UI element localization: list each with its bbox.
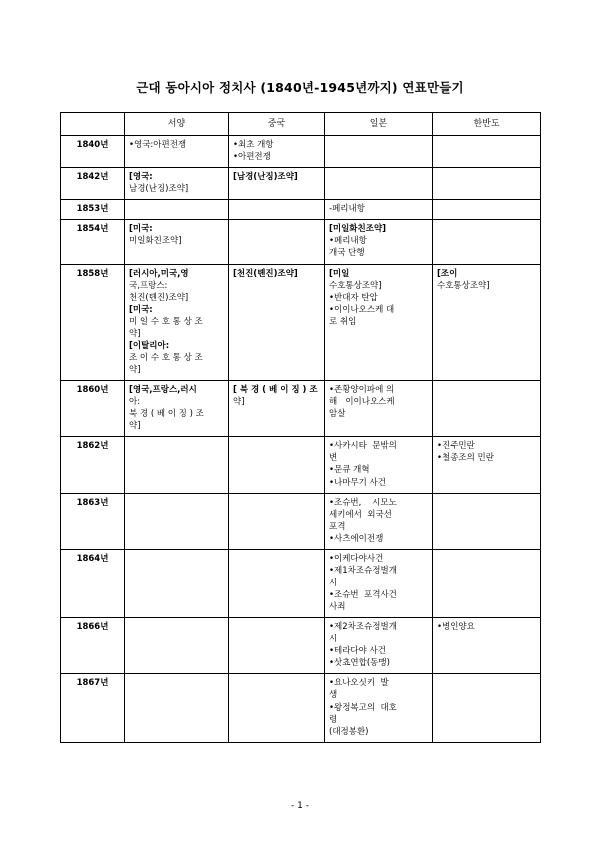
- cell-text: [329, 621, 428, 669]
- cell-line: [천진(톈진)조약]: [233, 268, 298, 279]
- table-row: [61, 674, 541, 742]
- cell-line: 아:: [129, 397, 141, 408]
- timeline-table: [60, 112, 541, 743]
- cell-line: 암살: [329, 409, 346, 420]
- cell-korea: [433, 493, 541, 549]
- cell-text: [329, 268, 428, 328]
- column-header-korea: 한반도: [433, 113, 541, 136]
- cell-text: [329, 223, 428, 259]
- cell-text: [329, 677, 428, 737]
- column-header-china: 중국: [229, 113, 325, 136]
- cell-line: •왕정복고의 대호: [329, 702, 397, 713]
- cell-line: 해 이이나오스케: [329, 397, 395, 408]
- cell-korea: [433, 200, 541, 220]
- column-header-japan: 일본: [325, 113, 433, 136]
- cell-line: 세키에서 외국선: [329, 509, 392, 520]
- cell-china: [229, 168, 325, 200]
- cell-text: [233, 384, 320, 408]
- cell-line: 약]: [129, 421, 141, 432]
- cell-year: 1854년: [61, 220, 125, 264]
- cell-line: 약]: [233, 397, 245, 408]
- cell-line: 시: [329, 577, 338, 588]
- cell-text: [233, 268, 320, 280]
- cell-korea: [433, 618, 541, 674]
- cell-china: [229, 674, 325, 742]
- cell-text: [129, 171, 224, 195]
- cell-west: [125, 674, 229, 742]
- cell-japan: [325, 264, 433, 381]
- cell-west: [125, 168, 229, 200]
- cell-west: [125, 220, 229, 264]
- cell-china: [229, 136, 325, 168]
- table-row: [61, 549, 541, 617]
- cell-line: [영국:: [129, 172, 153, 183]
- cell-line: [러시아,미국,영: [129, 268, 189, 279]
- cell-line: •사츠에이전쟁: [329, 533, 384, 544]
- table-row: [61, 618, 541, 674]
- cell-line: [미일화친조약]: [329, 224, 387, 235]
- cell-japan: [325, 168, 433, 200]
- cell-year: 1840년: [61, 136, 125, 168]
- cell-line: 약]: [129, 328, 141, 339]
- cell-japan: [325, 493, 433, 549]
- cell-line: •최초 개항: [233, 140, 274, 150]
- cell-year: 1862년: [61, 437, 125, 493]
- cell-year: 1853년: [61, 200, 125, 220]
- cell-west: [125, 200, 229, 220]
- table-header-row: [61, 113, 541, 136]
- cell-line: 남경(난징)조약]: [129, 184, 189, 195]
- cell-korea: [433, 674, 541, 742]
- table-row: [61, 437, 541, 493]
- cell-china: [229, 493, 325, 549]
- cell-line: 약]: [129, 365, 141, 375]
- cell-line: •이이나오스케 대: [329, 304, 395, 315]
- timeline-table-body: [61, 136, 541, 743]
- cell-text: [437, 440, 536, 464]
- table-row: [61, 381, 541, 437]
- cell-line: [미국:: [129, 304, 153, 315]
- cell-line: 수호통상조약]: [437, 280, 490, 291]
- cell-korea: [433, 381, 541, 437]
- cell-year: 1867년: [61, 674, 125, 742]
- cell-china: [229, 200, 325, 220]
- cell-japan: [325, 136, 433, 168]
- cell-korea: [433, 264, 541, 381]
- cell-line: 조 이 수 호 통 상 조: [129, 352, 203, 363]
- cell-line: •나마무기 사건: [329, 477, 386, 488]
- cell-korea: [433, 220, 541, 264]
- cell-line: •진주민란: [437, 441, 475, 452]
- table-row: [61, 220, 541, 264]
- cell-line: •제2차조슈정벌개: [329, 622, 397, 633]
- cell-west: [125, 493, 229, 549]
- table-row: [61, 200, 541, 220]
- cell-line: 변: [329, 453, 338, 464]
- cell-west: [125, 264, 229, 381]
- cell-text: [329, 440, 428, 488]
- cell-line: •요나오싯키 발: [329, 678, 389, 689]
- page-title: 근대 동아시아 정치사 (1840년-1945년까지) 연표만들기: [136, 80, 464, 95]
- cell-korea: [433, 549, 541, 617]
- cell-text: [129, 139, 224, 151]
- cell-text: [329, 553, 428, 613]
- cell-line: 포격: [329, 521, 346, 532]
- cell-line: •이케다야사건: [329, 553, 384, 564]
- cell-line: •테라다야 사건: [329, 646, 386, 657]
- cell-text: [233, 139, 320, 163]
- cell-line: 령: [329, 714, 338, 725]
- cell-china: [229, 618, 325, 674]
- cell-line: [영국,프랑스,러시: [129, 385, 197, 396]
- cell-line: [이탈리아:: [129, 340, 170, 351]
- cell-year: 1866년: [61, 618, 125, 674]
- cell-year: 1863년: [61, 493, 125, 549]
- cell-line: 국,프랑스:: [129, 280, 168, 291]
- cell-line: [미일: [329, 268, 350, 279]
- cell-line: •아편전쟁: [233, 152, 271, 163]
- cell-line: •병인양요: [437, 622, 475, 633]
- cell-line: 미 일 수 호 통 상 조: [129, 316, 203, 327]
- cell-line: [조이: [437, 268, 458, 279]
- cell-line: (대정봉환): [329, 726, 369, 737]
- cell-japan: [325, 200, 433, 220]
- cell-line: 미일화친조약]: [129, 236, 182, 247]
- cell-year: 1842년: [61, 168, 125, 200]
- table-row: [61, 136, 541, 168]
- cell-text: [233, 171, 320, 183]
- cell-line: 로 취임: [329, 316, 357, 327]
- page-number: - 1 -: [291, 801, 309, 811]
- cell-korea: [433, 168, 541, 200]
- cell-west: [125, 618, 229, 674]
- cell-china: [229, 549, 325, 617]
- cell-line: 수호통상조약]: [329, 280, 382, 291]
- cell-line: 북 경 ( 베 이 징 ) 조: [129, 409, 204, 420]
- cell-line: •문큐 개혁: [329, 465, 370, 476]
- cell-text: [129, 223, 224, 247]
- cell-year: 1864년: [61, 549, 125, 617]
- cell-year: 1858년: [61, 264, 125, 381]
- cell-west: [125, 549, 229, 617]
- cell-line: 사죄: [329, 602, 346, 613]
- cell-west: [125, 136, 229, 168]
- cell-text: [329, 384, 428, 420]
- cell-japan: [325, 549, 433, 617]
- cell-line: •영국:아편전쟁: [129, 140, 187, 150]
- cell-line: •사카시타 문밖의: [329, 441, 397, 452]
- cell-west: [125, 437, 229, 493]
- cell-china: [229, 381, 325, 437]
- cell-china: [229, 437, 325, 493]
- cell-japan: [325, 437, 433, 493]
- cell-line: •조슈번 포격사건: [329, 590, 397, 600]
- cell-japan: [325, 220, 433, 264]
- cell-text: [129, 268, 224, 377]
- cell-line: •페리내항: [329, 236, 367, 247]
- cell-japan: [325, 674, 433, 742]
- cell-text: [437, 621, 536, 633]
- cell-japan: [325, 381, 433, 437]
- cell-text: [329, 497, 428, 545]
- column-header-year: [61, 113, 125, 136]
- cell-line: 개국 단행: [329, 248, 365, 259]
- cell-text: [129, 384, 224, 432]
- cell-line: [미국:: [129, 224, 153, 235]
- cell-line: [ 북 경 ( 베 이 징 ) 조: [233, 385, 318, 396]
- cell-line: •반대자 탄압: [329, 292, 378, 303]
- cell-line: •철종조의 민란: [437, 453, 494, 464]
- cell-china: [229, 220, 325, 264]
- cell-line: 생: [329, 690, 338, 701]
- cell-text: [437, 268, 536, 292]
- cell-line: •존황양이파에 의: [329, 385, 395, 396]
- cell-china: [229, 264, 325, 381]
- cell-japan: [325, 618, 433, 674]
- table-row: [61, 168, 541, 200]
- cell-korea: [433, 437, 541, 493]
- column-header-west: 서양: [125, 113, 229, 136]
- cell-line: 천진(톈진)조약]: [129, 292, 189, 303]
- cell-line: [남경(난징)조약]: [233, 172, 298, 183]
- cell-korea: [433, 136, 541, 168]
- cell-line: •제1차조슈정벌개: [329, 565, 397, 576]
- cell-west: [125, 381, 229, 437]
- cell-text: [329, 203, 428, 215]
- cell-year: 1860년: [61, 381, 125, 437]
- cell-line: -페리내항: [329, 204, 365, 215]
- cell-line: 시: [329, 634, 338, 645]
- table-row: [61, 493, 541, 549]
- cell-line: •삿쵸연합(동맹): [329, 658, 390, 669]
- cell-line: •조슈번, 시모노: [329, 497, 397, 508]
- table-row: [61, 264, 541, 381]
